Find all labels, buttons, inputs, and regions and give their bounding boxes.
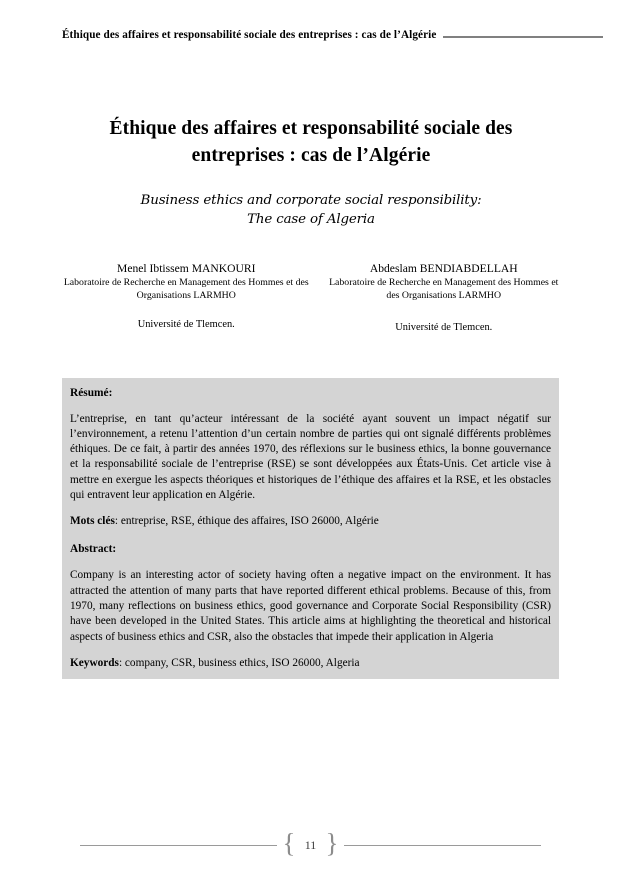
abstract-box (62, 378, 559, 679)
author-name: Menel Ibtissem MANKOURI (117, 262, 256, 275)
running-header-title: Éthique des affaires et responsabilité sociale des entreprises : cas de l’Algérie (62, 29, 437, 42)
subtitle-line-1: Business ethics and corporate social responsibility: (140, 193, 482, 208)
title-block (86, 116, 536, 170)
abstract-body: Company is an interesting actor of society having often a negative impact on the environment. It has attracted the attention of many parts that have reported different ethical problems. Because of this, from 1970, many reflections on business ethics, good governance and Corporate Social Responsibility (CSR) have been developed in the United States. This article aims at highlighting the theoretical and historical aspects of business ethics and CSR, also the obstacles that impede their application in Algeria (70, 569, 551, 643)
footer-rule-left (80, 845, 277, 846)
running-header-rule (443, 36, 603, 38)
author-university: Université de Tlemcen. (395, 322, 493, 334)
keywords-value: : company, CSR, business ethics, ISO 26000, Algeria (118, 657, 360, 670)
authors-block (62, 262, 559, 335)
mots-cles-line (70, 514, 551, 529)
page-footer (80, 828, 541, 859)
resume-body: L’entreprise, en tant qu’acteur intéressant de la société ayant souvent un impact négatif sur l’environnement, a retenu l’attention d’un certain nombre de parties qui ont signalé différents problèmes éthiques. De ce fait, à partir des années 1970, des réflexions sur le business ethics, la bonne gouvernance et la responsabilité sociale de l’entreprise (RSE) se sont développées aux États-Unis. Cet article vise à mettre en exergue les aspects théoriques et historiques de l’éthique des affaires et la RSE, et les obstacles qui entravent leur application en Algérie. (70, 412, 551, 501)
page-title: Éthique des affaires et responsabilité sociale des entreprises : cas de l’Algérie (109, 118, 513, 166)
resume-label: Résumé: (70, 387, 113, 399)
author-affiliation: Laboratoire de Recherche en Management des Hommes et des Organisations LARMHO (63, 277, 309, 302)
author-name: Abdeslam BENDIABDELLAH (369, 262, 518, 275)
mots-cles-value: : entreprise, RSE, éthique des affaires, ISO 26000, Algérie (114, 514, 379, 527)
page-number-group (277, 828, 345, 859)
footer-rule-right (344, 845, 541, 846)
author-entry-2 (311, 262, 560, 335)
author-university: Université de Tlemcen. (137, 319, 235, 331)
subtitle-block (86, 191, 536, 229)
author-affiliation: Laboratoire de Recherche en Management des Hommes et des Organisations LARMHO (329, 277, 559, 302)
author-entry-1 (62, 262, 311, 335)
running-header (62, 26, 603, 46)
brace-right-icon: } (325, 828, 339, 859)
abstract-label: Abstract: (70, 543, 117, 556)
keywords-line (70, 656, 551, 671)
brace-left-icon: { (282, 828, 296, 859)
keywords-label: Keywords (70, 657, 119, 670)
page-number: 11 (304, 837, 317, 852)
subtitle-line-2: The case of Algeria (247, 212, 375, 228)
mots-cles-label: Mots clés (70, 514, 115, 527)
